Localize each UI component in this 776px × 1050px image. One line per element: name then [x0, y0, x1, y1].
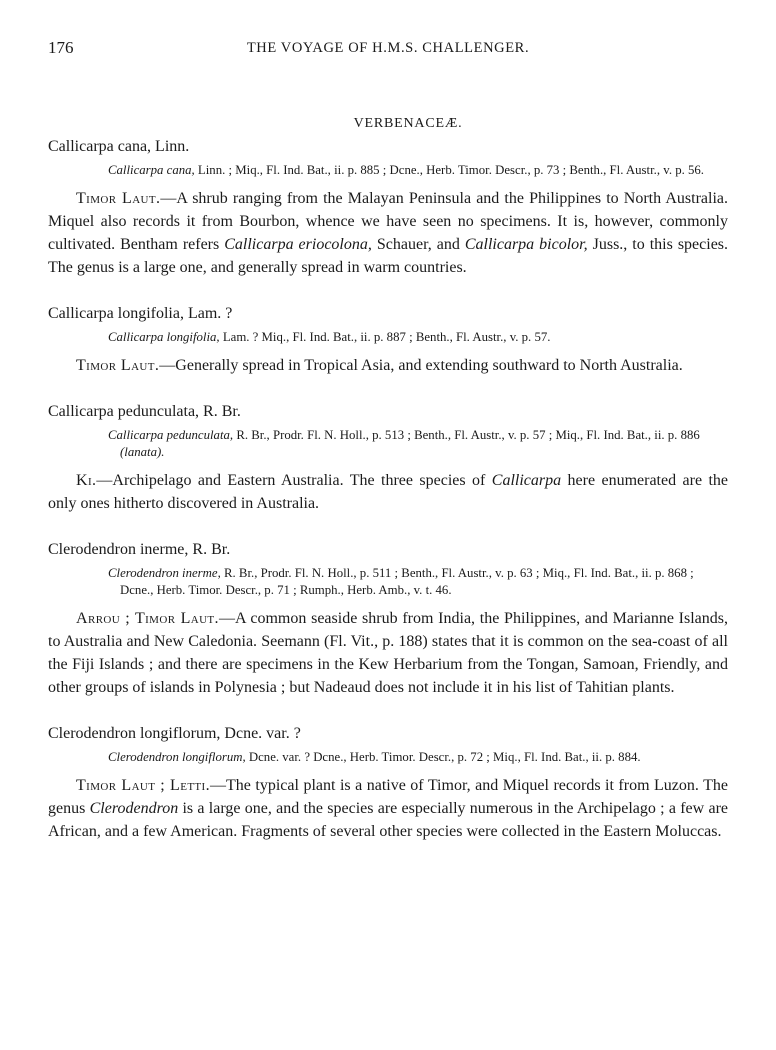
citation-name: Clerodendron inerme,	[108, 566, 221, 580]
description	[48, 774, 728, 843]
citation-name: Callicarpa longifolia,	[108, 330, 220, 344]
citation-name: Callicarpa pedunculata,	[108, 428, 234, 442]
species-entry	[48, 403, 728, 515]
description-text: —A shrub ranging from the Malayan Peninsula and the Philippines to North Australia. Miquel also records it from Bourbon, whence we have seen no specimens. It is, however, commonly cultivated. Bentham refers	[48, 190, 729, 253]
italic-name: Callicarpa eriocolona,	[224, 236, 372, 253]
locality: Ki.	[76, 472, 97, 489]
species-name: Callicarpa pedunculata, R. Br.	[48, 403, 241, 420]
citation-text: Lam. ? Miq., Fl. Ind. Bat., ii. p. 887 ; Benth., Fl. Austr., v. p. 57.	[219, 330, 551, 344]
description-text: Juss., to this species. The genus is a large one, and generally spread in warm countries.	[48, 236, 729, 276]
description-text: here enumerated are the only ones hitherto discovered in Australia.	[48, 472, 729, 512]
locality: Arrou ; Timor Laut.	[76, 610, 219, 627]
italic-name: Clerodendron	[89, 800, 179, 817]
citation	[108, 427, 728, 461]
running-title: THE VOYAGE OF H.M.S. CHALLENGER.	[246, 40, 530, 56]
citation	[108, 565, 728, 599]
species-entry	[48, 305, 728, 377]
description	[48, 607, 728, 699]
locality: Timor Laut.	[76, 357, 160, 374]
description-text: —Archipelago and Eastern Australia. The three species of	[96, 472, 492, 489]
citation	[108, 749, 728, 766]
italic-name: Callicarpa bicolor,	[464, 236, 588, 253]
description-text: is a large one, and the species are especially numerous in the Archipelago ; a few are African, and a few American. Fragments of several other species were collected in the Eastern Moluccas.	[48, 800, 729, 840]
species-entry	[48, 725, 728, 843]
description-text: Schauer, and	[371, 236, 465, 253]
citation	[108, 162, 728, 179]
italic-name: Callicarpa	[491, 472, 562, 489]
family-heading: VERBENACEÆ.	[353, 116, 463, 131]
locality: Timor Laut.	[76, 190, 161, 207]
citation-text: R. Br., Prodr. Fl. N. Holl., p. 511 ; Benth., Fl. Austr., v. p. 63 ; Miq., Fl. Ind. Bat., ii. p. 868 ; Dcne., Herb. Timor. Descr., p. 71 ; Rumph., Herb. Amb., v. t. 46.	[120, 566, 694, 597]
description	[48, 469, 728, 515]
running-head	[48, 38, 728, 64]
locality: Timor Laut ; Letti.	[76, 777, 211, 794]
description-text: —Generally spread in Tropical Asia, and extending southward to North Australia.	[159, 357, 683, 374]
species-name: Clerodendron longiflorum, Dcne. var. ?	[48, 725, 301, 742]
citation	[108, 329, 728, 346]
page	[48, 38, 728, 869]
citation-name: Callicarpa cana,	[108, 163, 195, 177]
description-text: —A common seaside shrub from India, the Philippines, and Marianne Islands, to Australia and New Caledonia. Seemann (Fl. Vit., p. 188) states that it is common on the sea-coast of all the Fiji Islands ; and there are specimens in the Kew Herbarium from the Tongan, Samoan, Friendly, and other groups of islands in Polynesia ; but Nadeaud does not include it in his list of Tahitian plants.	[48, 610, 728, 696]
citation-name: Clerodendron longiflorum,	[108, 750, 246, 764]
citation-italic: (lanata).	[120, 445, 165, 459]
citation-text: Dcne. var. ? Dcne., Herb. Timor. Descr., p. 72 ; Miq., Fl. Ind. Bat., ii. p. 884.	[245, 750, 641, 764]
page-number: 176	[48, 38, 74, 57]
description	[48, 354, 728, 377]
citation-text: R. Br., Prodr. Fl. N. Holl., p. 513 ; Benth., Fl. Austr., v. p. 57 ; Miq., Fl. Ind. Bat., ii. p. 886	[233, 428, 700, 442]
species-name: Callicarpa longifolia, Lam. ?	[48, 305, 233, 322]
citation-text: Linn. ; Miq., Fl. Ind. Bat., ii. p. 885 ; Dcne., Herb. Timor. Descr., p. 73 ; Benth., Fl. Austr., v. p. 56.	[194, 163, 705, 177]
species-entry	[48, 138, 728, 279]
species-name: Clerodendron inerme, R. Br.	[48, 541, 231, 558]
description-text: —The typical plant is a native of Timor, and Miquel records it from Luzon. The genus	[48, 777, 728, 817]
species-entry	[48, 541, 728, 699]
species-name: Callicarpa cana, Linn.	[48, 138, 190, 155]
description	[48, 187, 728, 279]
